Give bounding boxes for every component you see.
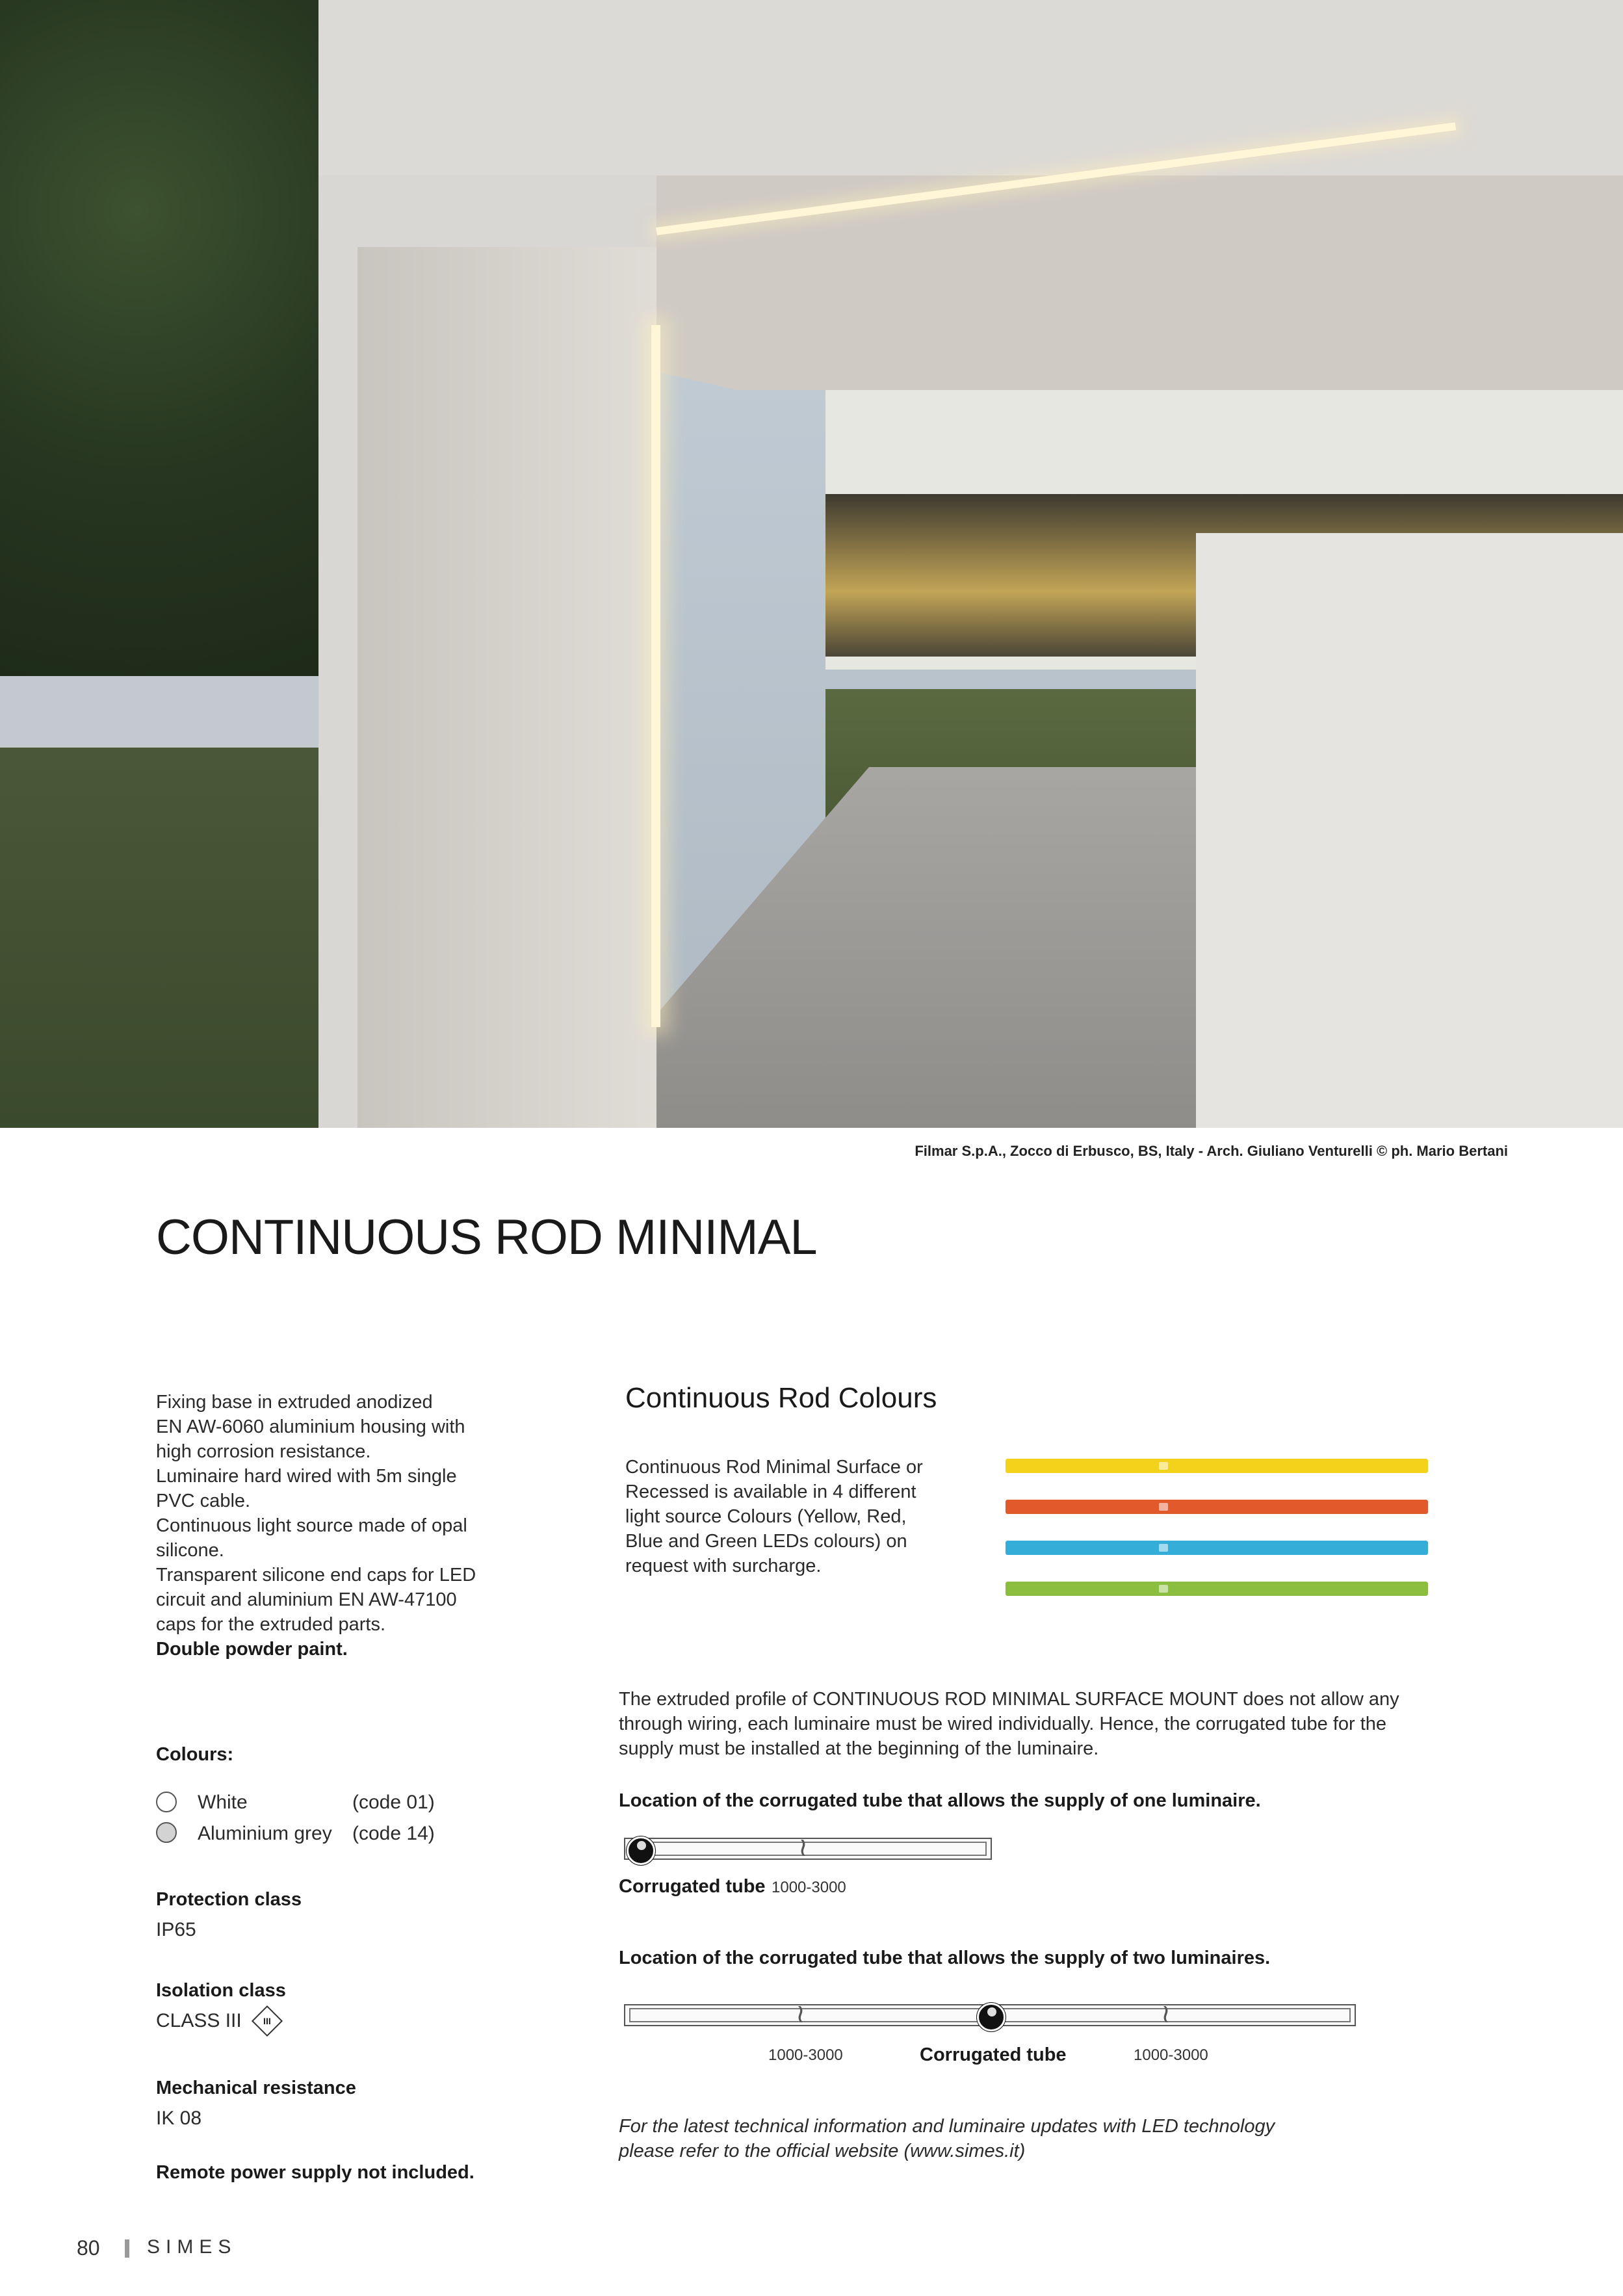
- page-number: 80: [77, 2236, 100, 2260]
- photo-wall-right: [1196, 533, 1623, 1128]
- corrugated-tube-icon: [977, 2003, 1006, 2031]
- wiring-intro: [619, 1687, 1464, 1761]
- length-range-right: 1000-3000: [1134, 2046, 1208, 2064]
- description-line: PVC cable.: [156, 1491, 251, 1511]
- length-range: 1000-3000: [772, 1879, 846, 1896]
- description-line: high corrosion resistance.: [156, 1441, 371, 1462]
- description-line: Luminaire hard wired with 5m single: [156, 1466, 457, 1487]
- rod-blue: [1006, 1541, 1428, 1555]
- corrugated-tube-label: Corrugated tube: [619, 1876, 766, 1897]
- wiring-intro-line: supply must be installed at the beginning of the luminaire.: [619, 1738, 1099, 1759]
- product-title: CONTINUOUS ROD MINIMAL: [156, 1210, 817, 1265]
- wiring-intro-line: The extruded profile of CONTINUOUS ROD MINIMAL SURFACE MOUNT does not allow any: [619, 1689, 1399, 1710]
- luminaire-profile-diagram: [624, 1838, 992, 1860]
- rod-colours-description: [625, 1455, 989, 1578]
- photo-lawn: [0, 702, 338, 1128]
- isolation-class-label: Isolation class: [156, 1980, 286, 2001]
- rod-red: [1006, 1500, 1428, 1514]
- colour-code: (code 01): [352, 1792, 435, 1813]
- rod-colours-line: request with surcharge.: [625, 1556, 822, 1576]
- brand-name: SIMES: [147, 2236, 237, 2258]
- length-range-left: 1000-3000: [768, 2046, 843, 2064]
- photo-caption: Filmar S.p.A., Zocco di Erbusco, BS, Italy - Arch. Giuliano Venturelli © ph. Mario Bertani: [915, 1143, 1508, 1159]
- rod-green: [1006, 1582, 1428, 1596]
- hero-photo: [0, 0, 1623, 1128]
- power-supply-note: Remote power supply not included.: [156, 2162, 474, 2183]
- class-iii-icon: [252, 2005, 283, 2037]
- rod-colours-line: Blue and Green LEDs colours) on: [625, 1531, 907, 1552]
- description-line: silicone.: [156, 1540, 224, 1561]
- rod-colours-line: Continuous Rod Minimal Surface or: [625, 1457, 923, 1478]
- product-description: [156, 1390, 520, 1662]
- colour-code: (code 14): [352, 1823, 435, 1844]
- white-swatch-icon: [156, 1792, 177, 1812]
- website-note-line: please refer to the official website (www.simes.it): [619, 2141, 1026, 2161]
- class-iii-icon-text: III: [263, 2015, 271, 2026]
- photo-path: [0, 676, 338, 748]
- rod-colours-line: Recessed is available in 4 different: [625, 1481, 916, 1502]
- mechanical-resistance-label: Mechanical resistance: [156, 2078, 356, 2098]
- colour-name: White: [198, 1792, 248, 1813]
- website-note-line: For the latest technical information and luminaire updates with LED technology: [619, 2116, 1275, 2137]
- rod-colours-heading: Continuous Rod Colours: [625, 1382, 937, 1414]
- isolation-class-value: CLASS III: [156, 2010, 242, 2031]
- description-line: EN AW-6060 aluminium housing with: [156, 1416, 465, 1437]
- corrugated-tube-icon: [627, 1836, 655, 1865]
- website-note: [619, 2114, 1399, 2163]
- two-luminaires-title: Location of the corrugated tube that allows the supply of two luminaires.: [619, 1948, 1271, 1968]
- photo-light-line-vertical: [651, 325, 660, 1027]
- rod-yellow: [1006, 1459, 1428, 1473]
- description-line: Continuous light source made of opal: [156, 1515, 467, 1536]
- protection-class-value: IP65: [156, 1919, 196, 1940]
- description-bold-line: Double powder paint.: [156, 1639, 348, 1660]
- photo-paving: [559, 767, 1248, 1128]
- colour-name: Aluminium grey: [198, 1823, 332, 1844]
- description-line: circuit and aluminium EN AW-47100: [156, 1589, 457, 1610]
- break-joint-icon: ≀: [798, 1833, 808, 1862]
- rod-colours-line: light source Colours (Yellow, Red,: [625, 1506, 907, 1527]
- grey-swatch-icon: [156, 1822, 177, 1843]
- corrugated-tube-label: Corrugated tube: [920, 2044, 1067, 2065]
- mechanical-resistance-value: IK 08: [156, 2107, 202, 2129]
- break-joint-icon: ≀: [1161, 2000, 1171, 2028]
- colours-label: Colours:: [156, 1744, 234, 1765]
- description-line: Fixing base in extruded anodized: [156, 1392, 433, 1413]
- description-line: caps for the extruded parts.: [156, 1614, 386, 1635]
- break-joint-icon: ≀: [796, 2000, 805, 2028]
- wiring-intro-line: through wiring, each luminaire must be wired individually. Hence, the corrugated tube for the: [619, 1714, 1387, 1734]
- description-line: Transparent silicone end caps for LED: [156, 1565, 476, 1585]
- protection-class-label: Protection class: [156, 1889, 302, 1910]
- footer-separator: [125, 2239, 129, 2258]
- one-luminaire-title: Location of the corrugated tube that allows the supply of one luminaire.: [619, 1790, 1261, 1811]
- photo-portal-inner-wall: [357, 247, 656, 1128]
